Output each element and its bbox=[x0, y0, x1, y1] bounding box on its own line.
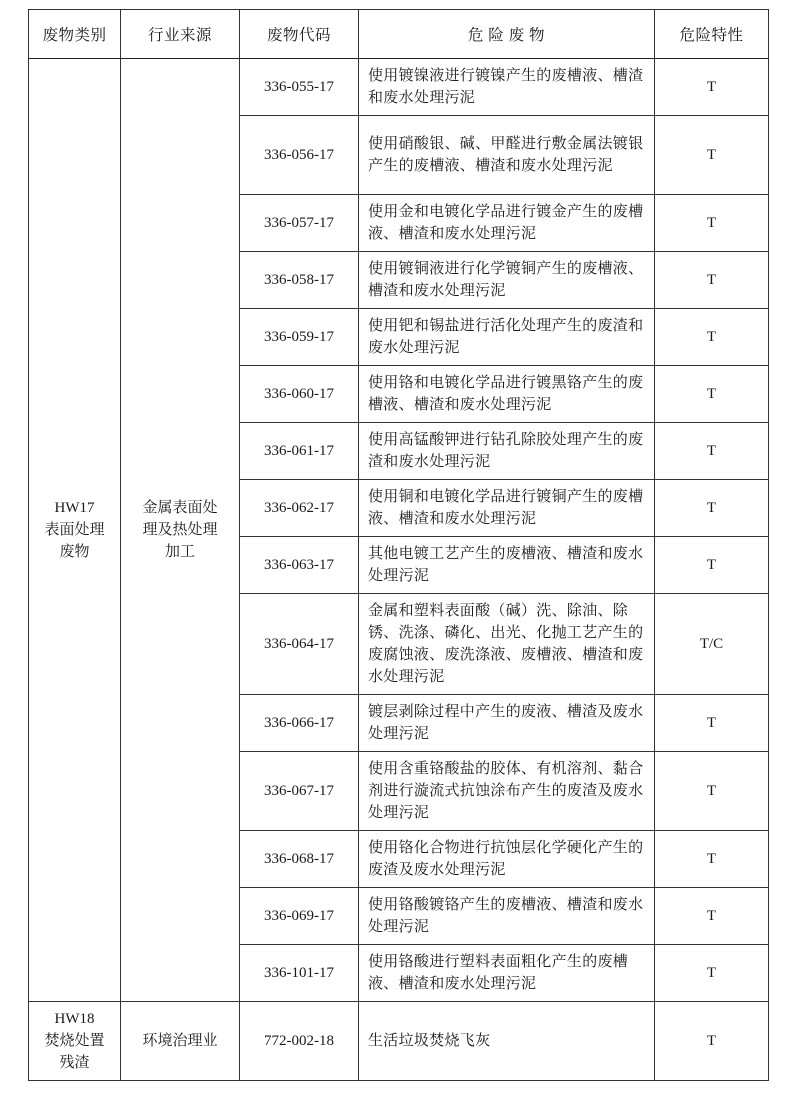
waste-code: 336-066-17 bbox=[240, 695, 359, 752]
waste-description: 使用铬化合物进行抗蚀层化学硬化产生的废渣及废水处理污泥 bbox=[359, 831, 655, 888]
waste-code: 336-059-17 bbox=[240, 309, 359, 366]
hazard-property: T bbox=[655, 423, 769, 480]
waste-code: 336-067-17 bbox=[240, 752, 359, 831]
waste-description: 其他电镀工艺产生的废槽液、槽渣和废水处理污泥 bbox=[359, 537, 655, 594]
waste-code: 336-058-17 bbox=[240, 252, 359, 309]
waste-description: 使用镀铜液进行化学镀铜产生的废槽液、槽渣和废水处理污泥 bbox=[359, 252, 655, 309]
waste-description: 使用镀镍液进行镀镍产生的废槽液、槽渣和废水处理污泥 bbox=[359, 59, 655, 116]
category-line: 废物 bbox=[59, 544, 90, 560]
waste-description: 使用铬酸镀铬产生的废槽液、槽渣和废水处理污泥 bbox=[359, 888, 655, 945]
hazard-property: T/C bbox=[655, 594, 769, 695]
waste-code: 336-101-17 bbox=[240, 945, 359, 1002]
hazard-property: T bbox=[655, 480, 769, 537]
waste-code: 336-055-17 bbox=[240, 59, 359, 116]
category-line: 表面处理 bbox=[44, 522, 105, 538]
waste-description: 金属和塑料表面酸（碱）洗、除油、除锈、洗涤、磷化、出光、化抛工艺产生的废腐蚀液、废洗涤液、废槽液、槽渣和废水处理污泥 bbox=[359, 594, 655, 695]
header-source: 行业来源 bbox=[121, 10, 240, 59]
hazard-property: T bbox=[655, 537, 769, 594]
waste-description: 镀层剥除过程中产生的废液、槽渣及废水处理污泥 bbox=[359, 695, 655, 752]
waste-description: 使用硝酸银、碱、甲醛进行敷金属法镀银产生的废槽液、槽渣和废水处理污泥 bbox=[359, 116, 655, 195]
hazardous-waste-table-page bbox=[28, 9, 768, 1081]
waste-description: 使用铬酸进行塑料表面粗化产生的废槽液、槽渣和废水处理污泥 bbox=[359, 945, 655, 1002]
waste-description: 生活垃圾焚烧飞灰 bbox=[359, 1002, 655, 1081]
category-line: HW18 bbox=[54, 1011, 95, 1027]
header-waste: 危 险 废 物 bbox=[359, 10, 655, 59]
waste-code: 772-002-18 bbox=[240, 1002, 359, 1081]
header-hazard: 危险特性 bbox=[655, 10, 769, 59]
hazard-property: T bbox=[655, 59, 769, 116]
hazard-property: T bbox=[655, 945, 769, 1002]
category-line: 焚烧处置 bbox=[44, 1033, 105, 1049]
hazard-property: T bbox=[655, 888, 769, 945]
source-line: 理及热处理 bbox=[142, 522, 218, 538]
waste-code: 336-057-17 bbox=[240, 195, 359, 252]
waste-description: 使用金和电镀化学品进行镀金产生的废槽液、槽渣和废水处理污泥 bbox=[359, 195, 655, 252]
hazard-property: T bbox=[655, 695, 769, 752]
waste-code: 336-068-17 bbox=[240, 831, 359, 888]
hazard-property: T bbox=[655, 309, 769, 366]
hazard-property: T bbox=[655, 1002, 769, 1081]
source-line: 加工 bbox=[164, 544, 195, 560]
source-cell-metal-surface bbox=[121, 59, 240, 1002]
category-cell-hw18 bbox=[29, 1002, 121, 1081]
waste-description: 使用铜和电镀化学品进行镀铜产生的废槽液、槽渣和废水处理污泥 bbox=[359, 480, 655, 537]
waste-code: 336-062-17 bbox=[240, 480, 359, 537]
waste-description: 使用铬和电镀化学品进行镀黑铬产生的废槽液、槽渣和废水处理污泥 bbox=[359, 366, 655, 423]
table-row bbox=[29, 1002, 769, 1081]
category-line: HW17 bbox=[54, 500, 95, 516]
waste-code: 336-063-17 bbox=[240, 537, 359, 594]
waste-code: 336-060-17 bbox=[240, 366, 359, 423]
category-line: 残渣 bbox=[59, 1055, 90, 1071]
hazard-property: T bbox=[655, 831, 769, 888]
header-code: 废物代码 bbox=[240, 10, 359, 59]
hazard-property: T bbox=[655, 366, 769, 423]
source-cell-environment: 环境治理业 bbox=[121, 1002, 240, 1081]
table-header-row bbox=[29, 10, 769, 59]
hazard-property: T bbox=[655, 195, 769, 252]
table-row bbox=[29, 59, 769, 116]
waste-code: 336-061-17 bbox=[240, 423, 359, 480]
source-line: 金属表面处 bbox=[142, 500, 218, 516]
header-category: 废物类别 bbox=[29, 10, 121, 59]
waste-description: 使用高锰酸钾进行钻孔除胶处理产生的废渣和废水处理污泥 bbox=[359, 423, 655, 480]
waste-code: 336-056-17 bbox=[240, 116, 359, 195]
hazard-property: T bbox=[655, 116, 769, 195]
waste-code: 336-069-17 bbox=[240, 888, 359, 945]
hazard-property: T bbox=[655, 252, 769, 309]
waste-description: 使用钯和锡盐进行活化处理产生的废渣和废水处理污泥 bbox=[359, 309, 655, 366]
waste-description: 使用含重铬酸盐的胶体、有机溶剂、黏合剂进行漩流式抗蚀涂布产生的废渣及废水处理污泥 bbox=[359, 752, 655, 831]
waste-code: 336-064-17 bbox=[240, 594, 359, 695]
hazardous-waste-table bbox=[28, 9, 769, 1081]
category-cell-hw17 bbox=[29, 59, 121, 1002]
hazard-property: T bbox=[655, 752, 769, 831]
